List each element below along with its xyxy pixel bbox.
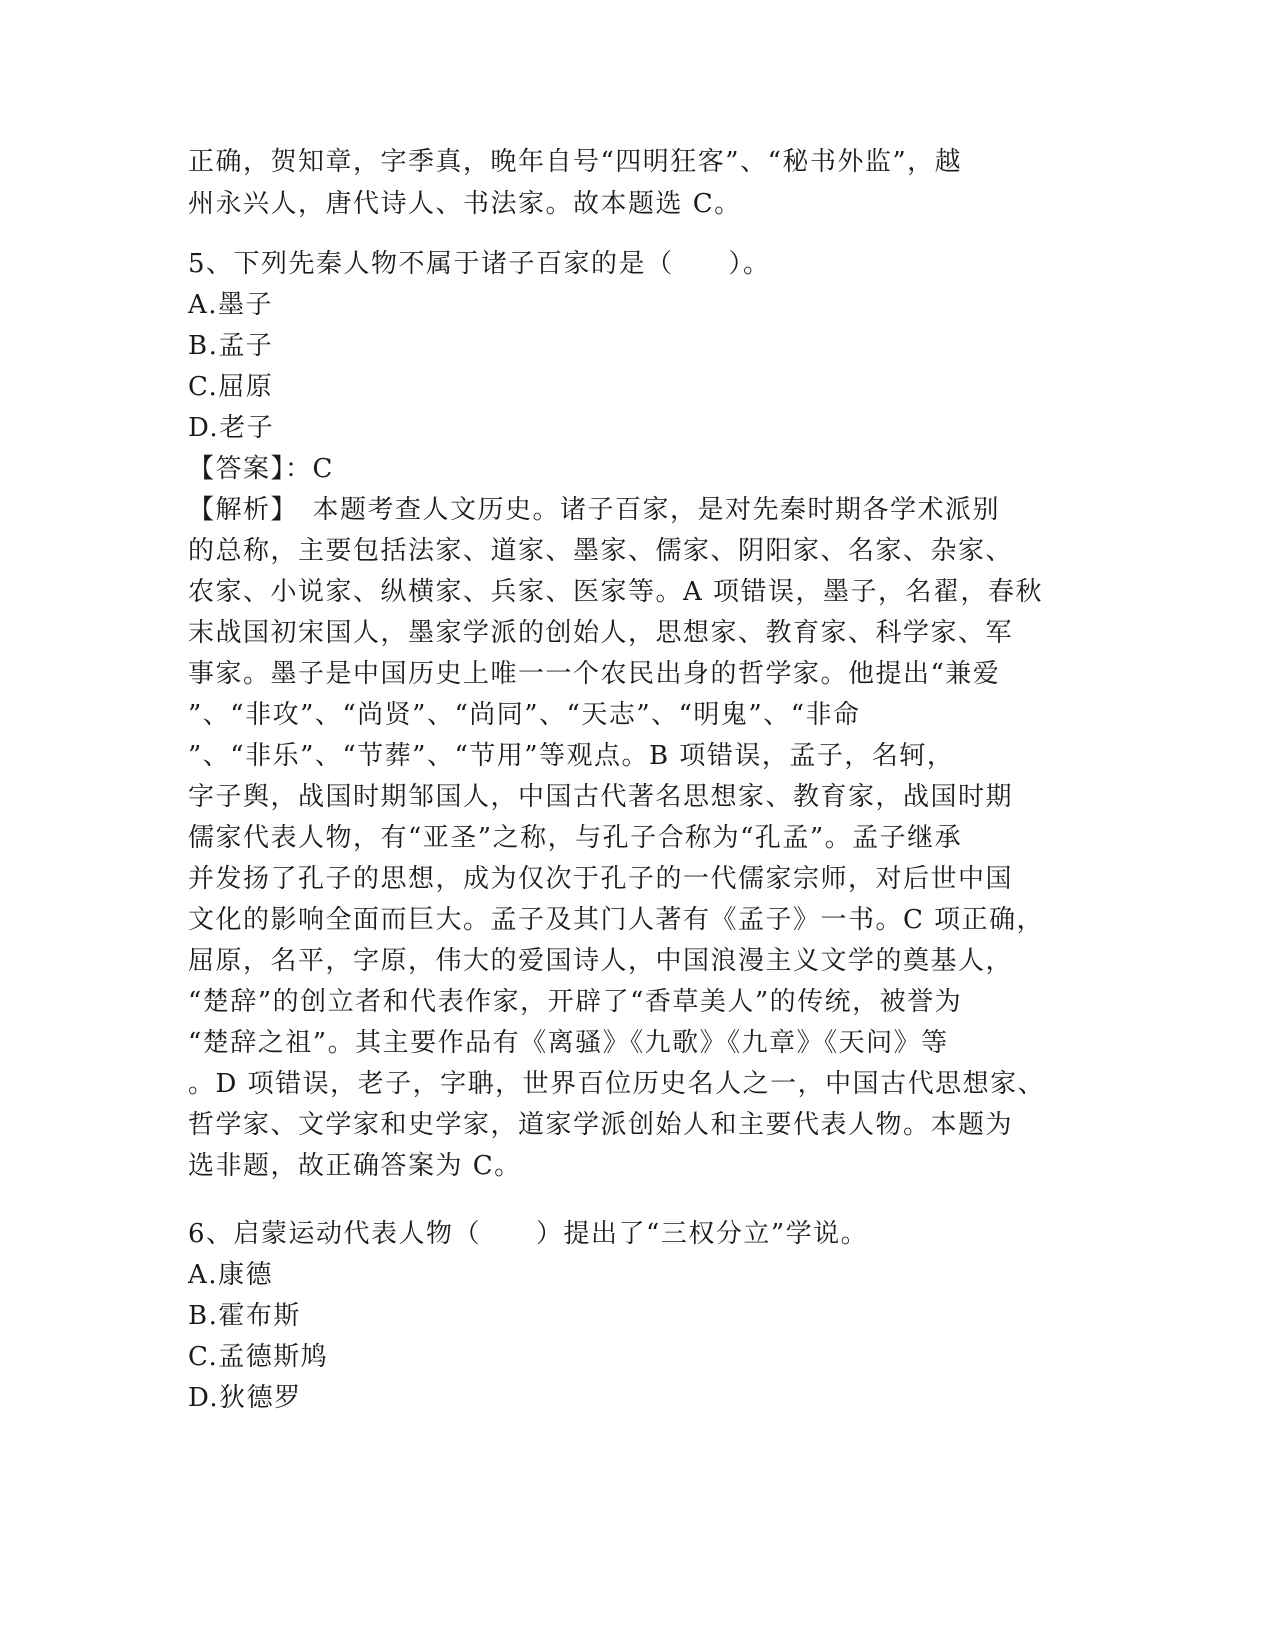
question-5-option-d: D.老子	[188, 413, 275, 443]
question-5-analysis-line: 屈原，名平，字原，伟大的爱国诗人，中国浪漫主义文学的奠基人，	[188, 946, 1014, 976]
question-6-option-a: A.康德	[188, 1260, 274, 1290]
question-5-analysis-line: 。D 项错误，老子，字聃，世界百位历史名人之一，中国古代思想家、	[188, 1069, 1046, 1099]
question-5-analysis-line: 文化的影响全面而巨大。孟子及其门人著有《孟子》一书。C 项正确，	[188, 905, 1045, 935]
question-5-answer: 【答案】：C	[188, 454, 334, 484]
question-6-option-c: C.孟德斯鸠	[188, 1342, 329, 1372]
question-6-option-b: B.霍布斯	[188, 1301, 301, 1331]
question-5-analysis-line: 农家、小说家、纵横家、兵家、医家等。A 项错误，墨子，名翟，春秋	[188, 577, 1044, 607]
question-5-analysis-line: 的总称，主要包括法家、道家、墨家、儒家、阴阳家、名家、杂家、	[188, 536, 1014, 566]
question-5-option-c: C.屈原	[188, 372, 274, 402]
question-5-option-a: A.墨子	[188, 290, 274, 320]
prev-explanation-line: 正确，贺知章，字季真，晚年自号“四明狂客”、“秘书外监”，越	[188, 147, 963, 177]
question-5-stem: 5、下列先秦人物不属于诸子百家的是（ ）。	[188, 249, 771, 279]
question-5-analysis-line: “楚辞之祖”。其主要作品有《离骚》《九歌》《九章》《天问》等	[188, 1028, 949, 1058]
question-5-analysis-line: 末战国初宋国人，墨家学派的创始人，思想家、教育家、科学家、军	[188, 618, 1014, 648]
question-5-analysis-line: 儒家代表人物，有“亚圣”之称，与孔子合称为“孔孟”。孟子继承	[188, 823, 963, 853]
question-5-analysis-line: 事家。墨子是中国历史上唯一一个农民出身的哲学家。他提出“兼爱	[188, 659, 1001, 689]
question-5-analysis-line: “楚辞”的创立者和代表作家，开辟了“香草美人”的传统，被誉为	[188, 987, 963, 1017]
prev-explanation-line: 州永兴人，唐代诗人、书法家。故本题选 C。	[188, 189, 742, 219]
question-5-analysis-line: ”、“非乐”、“节葬”、“节用”等观点。B 项错误，孟子，名轲，	[188, 741, 955, 771]
question-6-option-d: D.狄德罗	[188, 1383, 302, 1413]
question-5-analysis-line: 哲学家、文学家和史学家，道家学派创始人和主要代表人物。本题为	[188, 1110, 1014, 1140]
question-5-analysis-line: 选非题，故正确答案为 C。	[188, 1151, 522, 1181]
question-5-analysis-line: 并发扬了孔子的思想，成为仅次于孔子的一代儒家宗师，对后世中国	[188, 864, 1014, 894]
question-5-option-b: B.孟子	[188, 331, 274, 361]
question-5-analysis-line: 【解析】 本题考查人文历史。诸子百家，是对先秦时期各学术派别	[188, 495, 1001, 525]
question-6-stem: 6、启蒙运动代表人物（ ）提出了“三权分立”学说。	[188, 1219, 869, 1249]
question-5-analysis-line: 字子舆，战国时期邹国人，中国古代著名思想家、教育家，战国时期	[188, 782, 1014, 812]
question-5-analysis-line: ”、“非攻”、“尚贤”、“尚同”、“天志”、“明鬼”、“非命	[188, 700, 861, 730]
